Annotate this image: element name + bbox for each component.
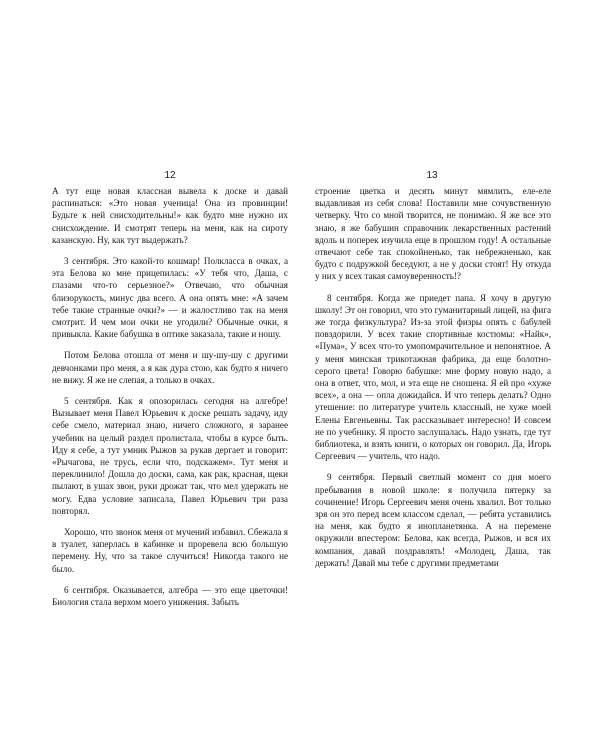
paragraph: Хорошо, что звонок меня от мучений избавил. Сбежала я в туалет, заперлась в кабинке и проревела всю большую перемену. Ну, что за такое случиться! Никогда такого не было. bbox=[52, 527, 288, 574]
paragraph: 3 сентября. Это какой-то кошмар! Полкласса в очках, а эта Белова ко мне прицепилась: «У тебя что, Даша, с глазами что-то серьезное?» Отвечаю, что обычная близорукость, минус два всего. А она опять мне: «А зачем тебе такие странные очки?» — и жалостливо так на меня смотрит. И чем мои очки не угодили? Обычные очки, я привыкла. Какие бабушка в оптике заказала, такие и ношу. bbox=[52, 256, 288, 340]
page-number-right: 13 bbox=[426, 170, 438, 181]
paragraph: 5 сентября. Как я опозорилась сегодня на алгебре! Вызывает меня Павел Юрьевич к доске решать задачу, иду себе смело, материал знаю, ничего сложного, я заранее учебник на целый раздел пролистала, чтобы в курсе быть. Иду я себе, а тут умник Рыжов за рукав дергает и говорит: «Рычагова, не трусь, если что, подскажем». Тут меня и переклинило! Дошла до доски, сама, как рак, красная, щеки пылают, в ушах звон, руки дрожат так, что мел удержать не могу. Едва условие записала, Павел Юрьевич три раза повторял. bbox=[52, 396, 288, 516]
paragraph: Потом Белова отошла от меня и шу-шу-шу с другими девчонками про меня, а я как дура стою, как будто я ничего не вижу. Я же не слепая, а только в очках. bbox=[52, 350, 288, 385]
paragraph: строение цветка и десять минут мямлить, еле-еле выдавливая из себя слова! Поставили мне сочувственную четверку. Что со мной творится, не понимаю. Я же все это знаю, я же бабушин справочник лекарственных растений вдоль и поперек изучила еще в прошлом году! А остальные отвечают себе так спокойненько, так небрежненько, как будто с подружкой беседуют, а не у доски стоят! Ну откуда у них у всех такая самоуверенность!? bbox=[315, 186, 551, 282]
left-page-text bbox=[52, 185, 288, 617]
paragraph: 8 сентября. Когда же приедет папа. Я хочу в другую школу! Эт он говорил, что это гуманитарный лицей, на фига же тогда физкультура? Из-за этой физры опять с бабулей повздорили. У всех такие спортивные костюмы: «Найк», «Пума», У всех что-то умопомрачительное и непонятное. А у меня минская трикотажная фабрика, да еще болотно-серого цвета! Говорю бабушке: мне форму новую надо, а она в ответ, что, мол, и эта еще не сношена. Я ей про «хуже всех», а она — опла дожидайся. И что теперь делать? Одно утешение: по литературе учитель классный, не хуже моей Елены Евгеньевны. Так рассказывает интересно! И совсем не по учебнику. Я просто заслушалась. Надо узнать, где тут библиотека, и взять книги, о которых он говорил. Да, Игорь Сергеевич — учитель, что надо. bbox=[315, 292, 551, 462]
paragraph: 6 сентября. Оказывается, алгебра — это еще цветочки! Биология стала верхом моего унижения. Забыть bbox=[52, 584, 288, 608]
page-number-left: 12 bbox=[164, 170, 176, 181]
paragraph: А тут еще новая классная вывела к доске и давай распинаться: «Это новая ученица! Она из провинции! Будьте к ней снисходительны!» как будто мне нужно их снисхождение. И смотрят теперь на меня, как на сироту казанскую. Ну, как тут выдержать? bbox=[52, 186, 288, 245]
paragraph: 9 сентября. Первый светлый момент со дня моего пребывания в новой школе: я получила пятерку за сочинение! Игорь Сергеевич меня очень хвалил. Вот только зря он это перед всем классом сделал, — ребята уставились на меня, как будто я инопланетянка. А на перемене окружили впестером: Белова, как всегда, Рыжов, и вся их компания, давай поздравлять! «Молодец, Даша, так держать! Давай мы тебе с другими предметами bbox=[315, 472, 551, 568]
right-page-text bbox=[315, 185, 551, 578]
